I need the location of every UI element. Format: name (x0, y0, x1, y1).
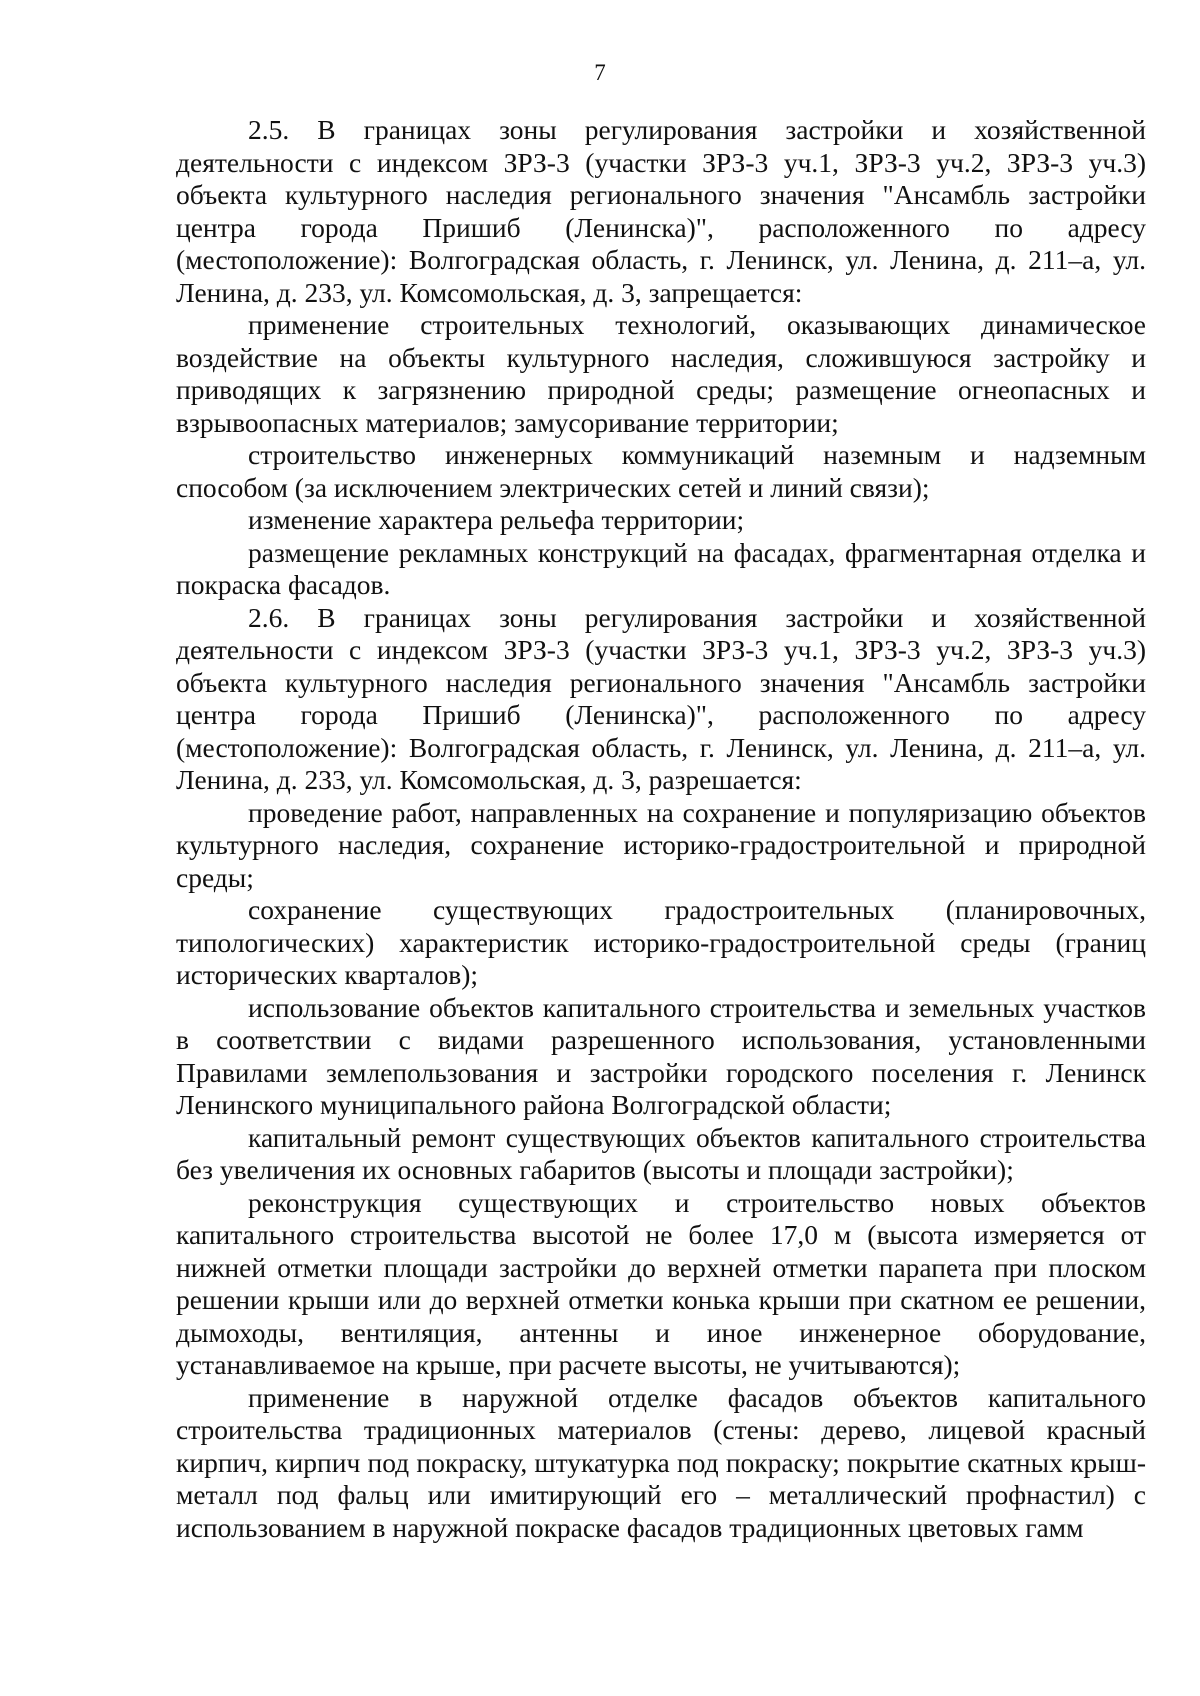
paragraph-2-6: 2.6. В границах зоны регулирования застройки и хозяйственной деятельности с индексом ЗРЗ-3 (участки ЗРЗ-3 уч.1, ЗРЗ-3 уч.2, ЗРЗ-3 уч.3) объекта культурного наследия регионального значения "Ансамбль застройки центра города Пришиб (Ленинска)", расположенного по адресу (местоположение): Волгоградская область, г. Ленинск, ул. Ленина, д. 211–а, ул. Ленина, д. 233, ул. Комсомольская, д. 3, разрешается: (176, 601, 1146, 795)
permitted-item-major-repair: капитальный ремонт существующих объектов капитального строительства без увеличения их основных габаритов (высоты и площади застройки); (176, 1121, 1146, 1185)
permitted-item-land-use: использование объектов капитального строительства и земельных участков в соответствии с видами разрешенного использования, установленными Правилами землепользования и застройки городского поселения г. Ленинск Ленинского муниципального района Волгоградской области; (176, 991, 1146, 1120)
page-number: 7 (594, 60, 606, 85)
permitted-item-characteristics: сохранение существующих градостроительных (планировочных, типологических) характеристик историко-градостроительной среды (границ исторических кварталов); (176, 894, 1146, 990)
prohibited-item-technologies: применение строительных технологий, оказывающих динамическое воздействие на объекты культурного наследия, сложившуюся застройку и приводящих к загрязнению природной среды; размещение огнеопасных и взрывоопасных материалов; замусоривание территории; (176, 309, 1146, 438)
prohibited-item-utilities: строительство инженерных коммуникаций наземным и надземным способом (за исключением электрических сетей и линий связи); (176, 439, 1146, 503)
paragraph-2-5: 2.5. В границах зоны регулирования застройки и хозяйственной деятельности с индексом ЗРЗ-3 (участки ЗРЗ-3 уч.1, ЗРЗ-3 уч.2, ЗРЗ-3 уч.3) объекта культурного наследия регионального значения "Ансамбль застройки центра города Пришиб (Ленинска)", расположенного по адресу (местоположение): Волгоградская область, г. Ленинск, ул. Ленина, д. 211–а, ул. Ленина, д. 233, ул. Комсомольская, д. 3, запрещается: (176, 114, 1146, 308)
permitted-item-reconstruction: реконструкция существующих и строительство новых объектов капитального строительства высотой не более 17,0 м (высота измеряется от нижней отметки площади застройки до верхней отметки парапета при плоском решении крыши или до верхней отметки конька крыши при скатном ее решении, дымоходы, вентиляция, антенны и иное инженерное оборудование, устанавливаемое на крыше, при расчете высоты, не учитываются); (176, 1186, 1146, 1380)
permitted-item-facade-materials: применение в наружной отделке фасадов объектов капитального строительства традиционных материалов (стены: дерево, лицевой красный кирпич, кирпич под покраску, штукатурка под покраску; покрытие скатных крыш-металл под фальц или имитирующий его – металлический профнастил) с использованием в наружной покраске фасадов традиционных цветовых гамм (176, 1381, 1146, 1543)
prohibited-item-advertising: размещение рекламных конструкций на фасадах, фрагментарная отделка и покраска фасадов. (176, 536, 1146, 600)
permitted-item-preservation-works: проведение работ, направленных на сохранение и популяризацию объектов культурного наследия, сохранение историко-градостроительной и природной среды; (176, 796, 1146, 893)
document-body (176, 114, 1146, 1544)
prohibited-item-relief: изменение характера рельефа территории; (248, 504, 745, 535)
